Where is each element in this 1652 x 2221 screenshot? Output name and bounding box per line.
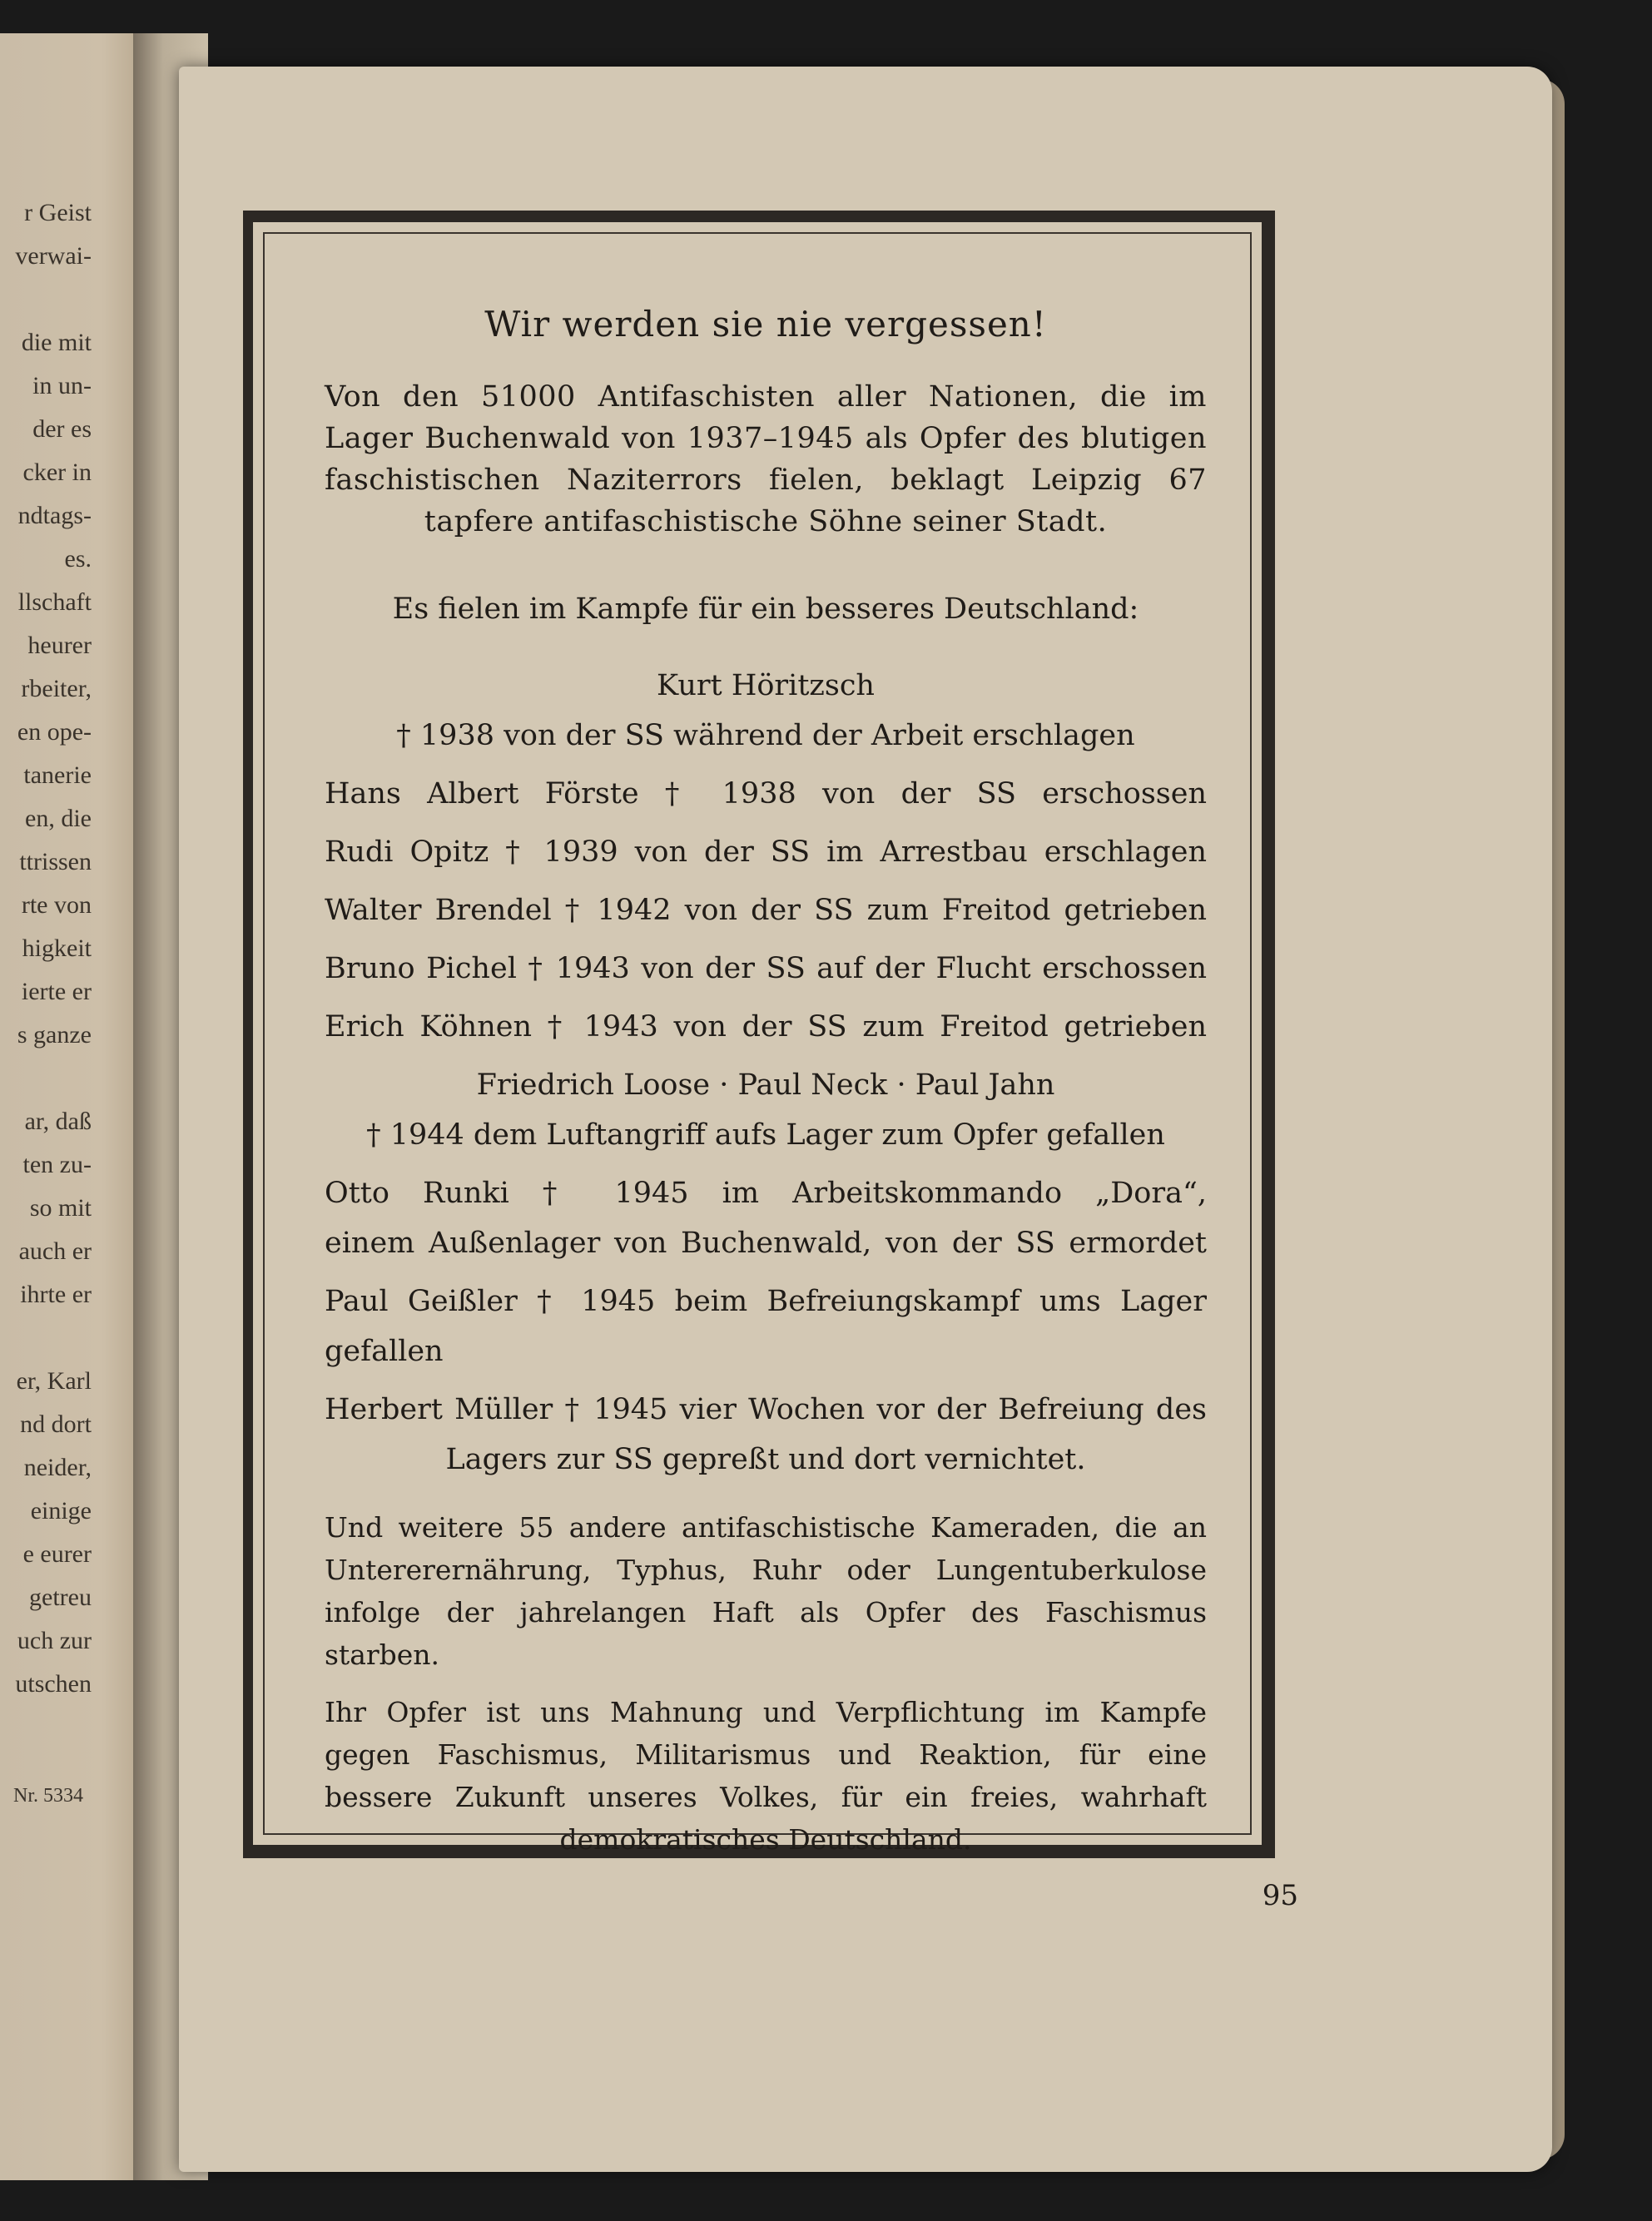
left-page-line: ierte er [21, 978, 92, 1005]
left-page-line: ndtags- [17, 502, 92, 529]
victim-line: † 1944 dem Luftangriff aufs Lager zum Opfer gefallen [366, 1118, 1165, 1152]
victim-line: Rudi Opitz † 1939 von der SS im Arrestbau erschlagen [325, 835, 1207, 869]
victim-entry [325, 1060, 1207, 1160]
left-page-line: einige [30, 1497, 92, 1524]
left-page-line: die mit [21, 329, 92, 356]
victim-line: Kurt Höritzsch [657, 669, 875, 702]
left-page-line: es. [64, 545, 92, 573]
left-facing-page [0, 33, 146, 2180]
memorial-content [325, 304, 1207, 1861]
left-page-line [0, 278, 92, 321]
victim-line: Walter Brendel † 1942 von der SS zum Freitod getrieben [325, 894, 1207, 927]
left-page-line: er, Karl [16, 1367, 92, 1395]
left-page-line: ar, daß [24, 1108, 92, 1135]
victim-entry [325, 1277, 1207, 1376]
left-page-line [0, 1316, 92, 1360]
left-page-line: en ope- [17, 718, 92, 746]
victim-line: Friedrich Loose · Paul Neck · Paul Jahn [476, 1068, 1055, 1102]
victim-entry [325, 661, 1207, 761]
left-page-line: ttrissen [19, 848, 92, 875]
victim-entry [325, 944, 1207, 994]
memorial-subhead: Es fielen im Kampfe für ein besseres Deutschland: [392, 592, 1139, 626]
victim-line: Hans Albert Förste † 1938 von der SS erschossen [325, 777, 1207, 811]
left-page-line: so mit [29, 1194, 92, 1222]
victim-line: Bruno Pichel † 1943 von der SS auf der Flucht erschossen [325, 952, 1207, 985]
left-page-line: rte von [21, 891, 92, 919]
left-page-line: ten zu- [22, 1151, 92, 1178]
left-page-line [0, 1057, 92, 1100]
victim-list [325, 661, 1207, 1485]
left-page-line: der es [32, 415, 92, 443]
left-page-line: e eurer [22, 1540, 92, 1568]
victim-entry [325, 1002, 1207, 1052]
left-page-line: heurer [27, 632, 92, 659]
victim-line: Herbert Müller † 1945 vier Wochen vor der Befreiung des [325, 1393, 1207, 1426]
left-page-line: s ganze [17, 1021, 92, 1049]
left-page-line: neider, [23, 1454, 92, 1481]
victim-entry [325, 1168, 1207, 1268]
closing-paragraph-2: Ihr Opfer ist uns Mahnung und Verpflichtung im Kampfe gegen Faschismus, Militarismus und Reaktion, für eine bessere Zukunft unseres Volkes, für ein freies, wahrhaft demokratisches Deutschland. [325, 1696, 1207, 1856]
left-page-line: in un- [32, 372, 92, 399]
victim-entry [325, 827, 1207, 877]
victim-line: Lagers zur SS gepreßt und dort vernichtet. [445, 1443, 1086, 1476]
victim-line: Paul Geißler † 1945 beim Befreiungskampf ums Lager gefallen [325, 1285, 1207, 1368]
victim-line: Erich Köhnen † 1943 von der SS zum Freitod getrieben [325, 1010, 1207, 1044]
left-page-footer: Nr. 5334 [13, 1785, 83, 1807]
victim-line: einem Außenlager von Buchenwald, von der SS ermordet [325, 1227, 1207, 1260]
left-page-line: verwai- [15, 242, 92, 270]
left-page-line: rbeiter, [21, 675, 92, 702]
left-page-line: uch zur [17, 1627, 92, 1654]
left-page-line: cker in [22, 459, 92, 486]
page-number: 95 [1262, 1879, 1298, 1912]
closing-paragraph-1: Und weitere 55 andere antifaschistische Kameraden, die an Untererernährung, Typhus, Ruhr oder Lungentuberkulose infolge der jahrelangen Haft als Opfer des Faschismus starben. [325, 1511, 1207, 1671]
left-page-line: r Geist [24, 199, 92, 226]
left-page-line: auch er [18, 1237, 92, 1265]
left-page-line: utschen [15, 1670, 92, 1698]
memorial-intro: Von den 51000 Antifaschisten aller Nationen, die im Lager Buchenwald von 1937–1945 als Opfer des blutigen faschistischen Naziterrors fielen, beklagt Leipzig 67 tapfere antifaschistische Söhne seiner Stadt. [325, 380, 1207, 538]
left-page-line: ihrte er [20, 1281, 92, 1308]
victim-line: † 1938 von der SS während der Arbeit erschlagen [396, 719, 1135, 752]
victim-entry [325, 1385, 1207, 1485]
left-page-line: higkeit [22, 935, 92, 962]
left-page-line: en, die [25, 805, 92, 832]
left-page-line: getreu [29, 1584, 92, 1611]
victim-entry [325, 885, 1207, 935]
left-page-line: llschaft [17, 588, 92, 616]
victim-line: Otto Runki † 1945 im Arbeitskommando „Dora“, [325, 1177, 1207, 1210]
left-page-text [0, 191, 92, 1706]
left-page-line: nd dort [20, 1410, 92, 1438]
victim-entry [325, 769, 1207, 819]
memorial-title: Wir werden sie nie vergessen! [484, 304, 1047, 345]
left-page-line: tanerie [23, 761, 92, 789]
